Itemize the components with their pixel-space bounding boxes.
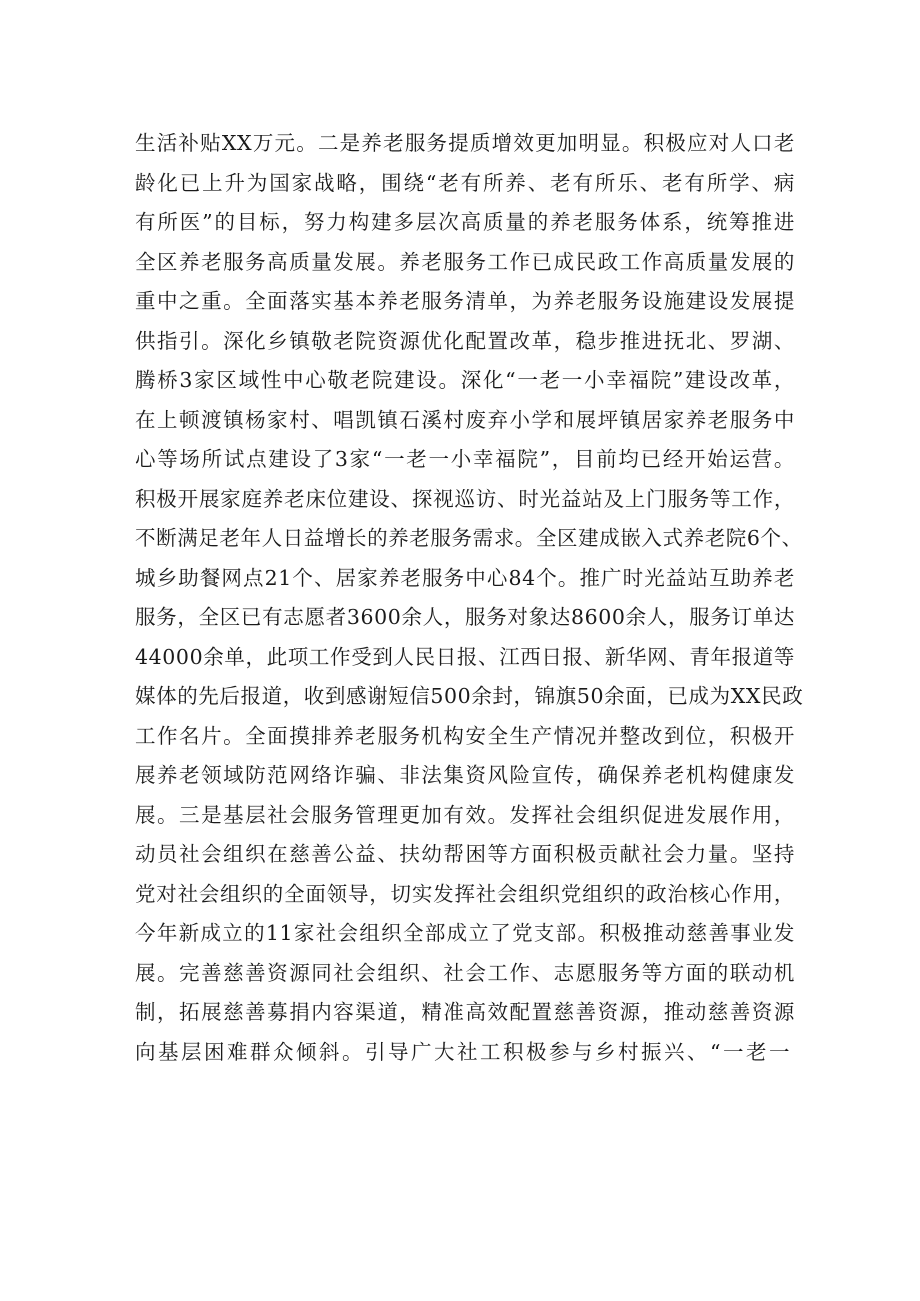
text-line: 供指引。深化乡镇敬老院资源优化配置改革，稳步推进抚北、罗湖、 bbox=[135, 328, 795, 353]
text-line: 不断满足老年人日益增长的养老服务需求。全区建成嵌入式养老院6个、 bbox=[135, 526, 803, 550]
text-line: 展养老领域防范网络诈骗、非法集资风险宣传，确保养老机构健康发 bbox=[135, 763, 795, 787]
text-line: 媒体的先后报道，收到感谢短信500余封，锦旗50余面，已成为XX民政 bbox=[135, 684, 804, 708]
text-line: 龄化已上升为国家战略，围绕“老有所养、老有所乐、老有所学、病 bbox=[135, 170, 795, 195]
text-line: 有所医”的目标，努力构建多层次高质量的养老服务体系，统筹推进 bbox=[135, 210, 795, 234]
text-line: 展。三是基层社会服务管理更加有效。发挥社会组织促进发展作用， bbox=[135, 802, 795, 827]
text-line: 心等场所试点建设了3家“一老一小幸福院”，目前均已经开始运营。 bbox=[135, 447, 795, 471]
text-line: 党对社会组织的全面领导，切实发挥社会组织党组织的政治核心作用， bbox=[135, 881, 795, 906]
text-line: 44000余单，此项工作受到人民日报、江西日报、新华网、青年报道等 bbox=[135, 644, 795, 669]
text-line: 在上顿渡镇杨家村、唱凯镇石溪村废弃小学和展坪镇居家养老服务中 bbox=[135, 407, 795, 432]
text-line: 今年新成立的11家社会组织全部成立了党支部。积极推动慈善事业发 bbox=[135, 921, 795, 945]
text-line: 动员社会组织在慈善公益、扶幼帮困等方面积极贡献社会力量。坚持 bbox=[135, 842, 795, 866]
text-line: 向基层困难群众倾斜。引导广大社工积极参与乡村振兴、“一老一 bbox=[135, 1039, 792, 1064]
text-line: 工作名片。全面摸排养老服务机构安全生产情况并整改到位，积极开 bbox=[135, 723, 795, 748]
text-line: 城乡助餐网点21个、居家养老服务中心84个。推广时光益站互助养老 bbox=[135, 565, 795, 590]
text-line: 制，拓展慈善募捐内容渠道，精准高效配置慈善资源，推动慈善资源 bbox=[135, 1000, 795, 1024]
text-line: 全区养老服务高质量发展。养老服务工作已成民政工作高质量发展的 bbox=[135, 249, 795, 274]
text-line: 腾桥3家区域性中心敬老院建设。深化“一老一小幸福院”建设改革， bbox=[135, 368, 795, 392]
text-line: 服务，全区已有志愿者3600余人，服务对象达8600余人，服务订单达 bbox=[135, 605, 795, 629]
text-line: 生活补贴XX万元。二是养老服务提质增效更加明显。积极应对人口老 bbox=[135, 131, 795, 155]
text-line: 重中之重。全面落实基本养老服务清单，为养老服务设施建设发展提 bbox=[135, 289, 795, 313]
text-line: 积极开展家庭养老床位建设、探视巡访、时光益站及上门服务等工作， bbox=[135, 486, 795, 511]
body-text bbox=[135, 124, 804, 1072]
text-line: 展。完善慈善资源同社会组织、社会工作、志愿服务等方面的联动机 bbox=[135, 960, 795, 985]
